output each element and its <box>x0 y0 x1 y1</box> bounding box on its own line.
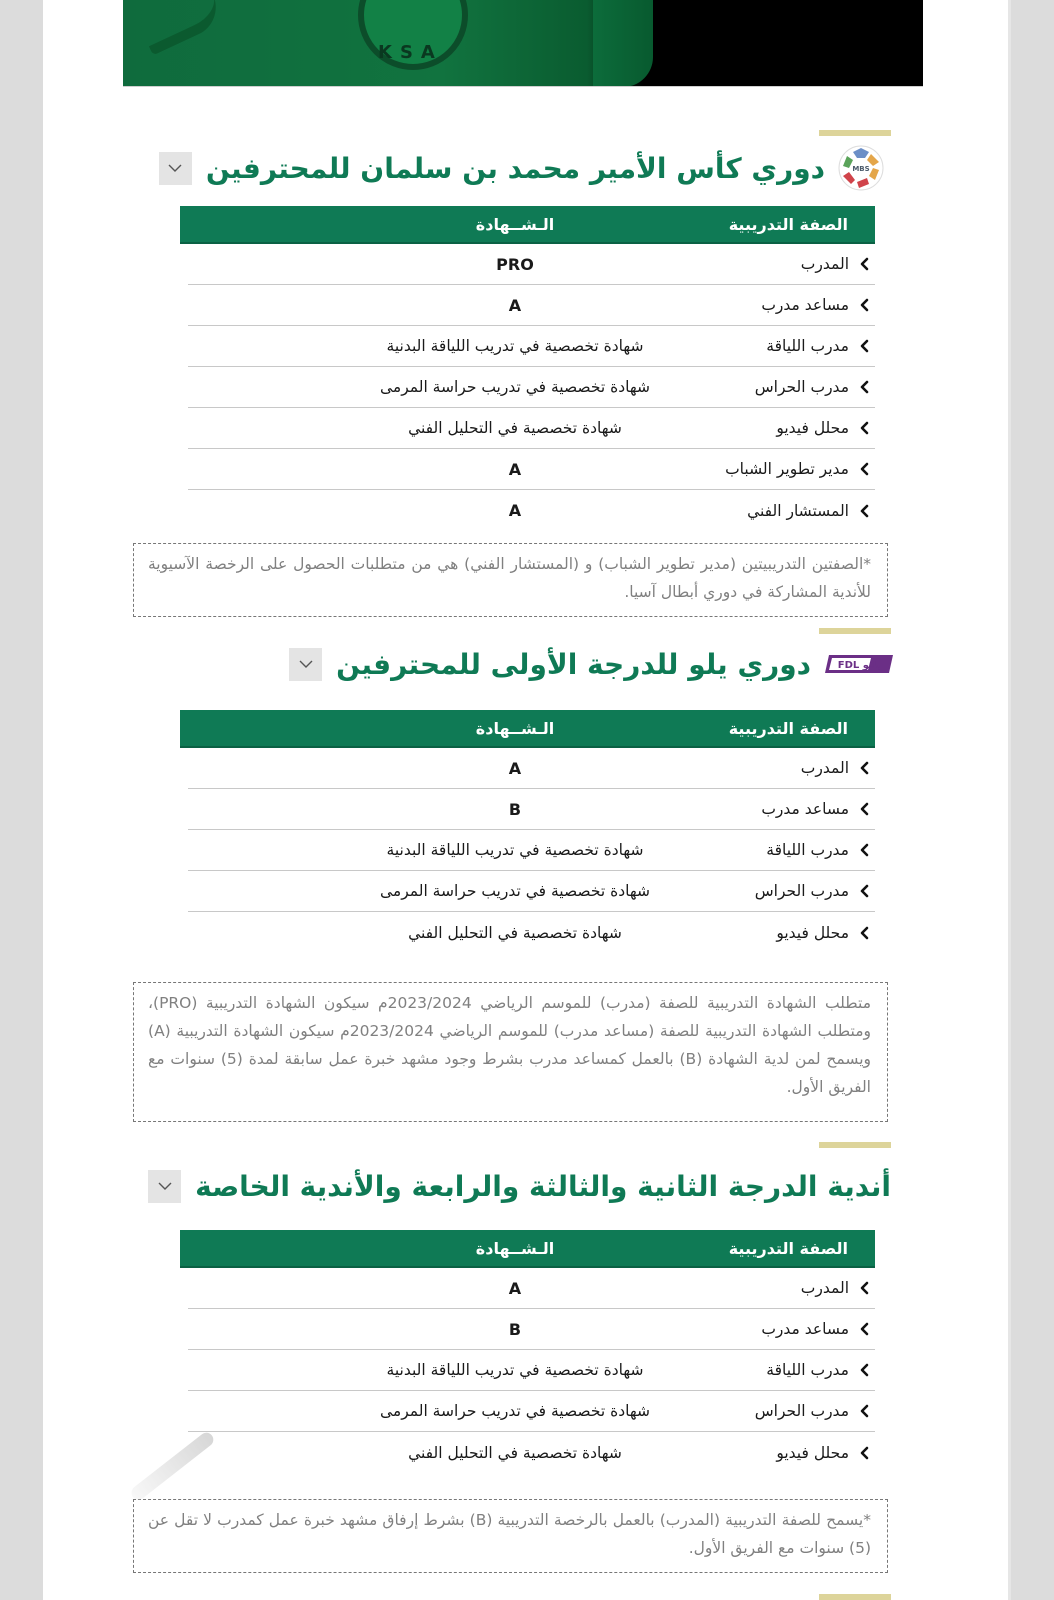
header-role: الصفة التدريبية <box>728 1238 848 1258</box>
role-cell: مدرب اللياقة <box>766 337 849 355</box>
certificate-cell: شهادة تخصصية في التحليل الفني <box>408 419 622 437</box>
table-body <box>180 244 875 531</box>
table-row[interactable] <box>188 871 875 912</box>
yelo-fdl-logo-icon <box>823 652 895 676</box>
chevron-left-icon[interactable] <box>849 843 875 857</box>
certificate-cell: A <box>508 295 522 315</box>
chevron-left-icon[interactable] <box>849 884 875 898</box>
section-note: متطلب الشهادة التدريبية للصفة (مدرب) للموسم الرياضي 2023/2024م سيكون الشهادة التدريبية (PRO)، ومتطلب الشهادة التدريبية للصفة (مساعد مدرب) للموسم الرياضي 2023/2024م سيكون الشهادة التدريبية (A) ويسمح لمن لدية الشهادة (B) بالعمل كمساعد مدرب بشرط وجود مشهد خبرة عمل سابقة لمدة (5) سنوات مع الفريق الأول. <box>133 982 888 1122</box>
role-cell: مساعد مدرب <box>761 296 849 314</box>
certificate-cell: شهادة تخصصية في التحليل الفني <box>408 923 622 942</box>
table-row[interactable] <box>188 1309 875 1350</box>
table-row[interactable] <box>188 449 875 490</box>
chevron-left-icon[interactable] <box>849 339 875 353</box>
table-row[interactable] <box>188 285 875 326</box>
table-row[interactable] <box>188 326 875 367</box>
chevron-left-icon[interactable] <box>849 802 875 816</box>
chevron-left-icon[interactable] <box>849 926 875 940</box>
chevron-left-icon[interactable] <box>849 761 875 775</box>
table-row[interactable] <box>188 912 875 953</box>
header-certificate: الـشــهادة <box>475 214 555 234</box>
chevron-left-icon[interactable] <box>849 1281 875 1295</box>
yelo-logo-text: يلـو FDL <box>837 660 881 671</box>
expand-toggle-button[interactable] <box>289 648 322 681</box>
certificate-table <box>180 1230 875 1473</box>
certificate-cell: شهادة تخصصية في تدريب اللياقة البدنية <box>386 337 644 355</box>
table-row[interactable] <box>188 789 875 830</box>
certificate-cell: شهادة تخصصية في تدريب حراسة المرمى <box>379 378 650 396</box>
role-cell: مدير تطوير الشباب <box>725 460 849 478</box>
role-cell: المدرب <box>800 759 849 777</box>
role-cell: المدرب <box>800 255 849 273</box>
chevron-left-icon[interactable] <box>849 1404 875 1418</box>
section-note: *الصفتين التدريبيتين (مدير تطوير الشباب) و (المستشار الفني) هي من متطلبات الحصول على الرخصة الآسيوية للأندية المشاركة في دوري أبطال آسيا. <box>133 543 888 617</box>
mbs-logo-text: MBS <box>852 165 870 173</box>
chevron-left-icon[interactable] <box>849 504 875 518</box>
mbs-league-logo-icon <box>837 144 885 192</box>
certificate-cell: A <box>508 758 522 778</box>
chevron-down-icon <box>299 660 313 668</box>
certificate-table <box>180 206 875 531</box>
table-row[interactable] <box>188 1268 875 1309</box>
table-row[interactable] <box>188 367 875 408</box>
table-header <box>180 206 875 244</box>
certificate-cell: شهادة تخصصية في تدريب حراسة المرمى <box>379 882 650 900</box>
table-row[interactable] <box>188 830 875 871</box>
page-container <box>43 0 1011 1600</box>
table-row[interactable] <box>188 1432 875 1473</box>
certificate-cell: A <box>508 459 522 479</box>
gold-accent-bar <box>819 628 891 634</box>
chevron-left-icon[interactable] <box>849 462 875 476</box>
section-title: أندية الدرجة الثانية والثالثة والرابعة والأندية الخاصة <box>195 1169 891 1203</box>
role-cell: مدرب الحراس <box>754 378 849 396</box>
chevron-left-icon[interactable] <box>849 1363 875 1377</box>
chevron-left-icon[interactable] <box>849 380 875 394</box>
gold-accent-bar <box>819 130 891 136</box>
table-row[interactable] <box>188 408 875 449</box>
chevron-left-icon[interactable] <box>849 421 875 435</box>
role-cell: مدرب الحراس <box>754 1402 849 1420</box>
certificate-cell: A <box>508 501 522 520</box>
role-cell: محلل فيديو <box>776 923 849 942</box>
chevron-left-icon[interactable] <box>849 1446 875 1460</box>
table-row[interactable] <box>188 1391 875 1432</box>
role-cell: محلل فيديو <box>776 1443 849 1462</box>
expand-toggle-button[interactable] <box>159 152 192 185</box>
chevron-left-icon[interactable] <box>849 257 875 271</box>
chevron-left-icon[interactable] <box>849 1322 875 1336</box>
certificate-cell: شهادة تخصصية في التحليل الفني <box>408 1443 622 1462</box>
certificate-table <box>180 710 875 953</box>
header-certificate: الـشــهادة <box>475 718 555 738</box>
certificate-cell: شهادة تخصصية في تدريب اللياقة البدنية <box>386 841 644 859</box>
role-cell: مدرب اللياقة <box>766 1361 849 1379</box>
section-heading <box>289 641 895 687</box>
role-cell: مساعد مدرب <box>761 1320 849 1338</box>
section-heading <box>148 1163 891 1209</box>
certificate-cell: شهادة تخصصية في تدريب اللياقة البدنية <box>386 1361 644 1379</box>
chevron-down-icon <box>168 164 182 172</box>
table-row[interactable] <box>188 244 875 285</box>
section-title: دوري كأس الأمير محمد بن سلمان للمحترفين <box>205 151 825 185</box>
jersey-text: KSA <box>378 42 443 63</box>
nike-swoosh-icon <box>140 0 225 55</box>
role-cell: المدرب <box>800 1279 849 1297</box>
table-row[interactable] <box>188 490 875 531</box>
role-cell: مدرب اللياقة <box>766 841 849 859</box>
section-heading <box>159 145 885 191</box>
table-row[interactable] <box>188 1350 875 1391</box>
expand-toggle-button[interactable] <box>148 1170 181 1203</box>
role-cell: مساعد مدرب <box>761 800 849 818</box>
table-body <box>180 748 875 953</box>
role-cell: مدرب الحراس <box>754 882 849 900</box>
role-cell: المستشار الفني <box>747 501 849 520</box>
table-row[interactable] <box>188 748 875 789</box>
chevron-left-icon[interactable] <box>849 298 875 312</box>
role-cell: محلل فيديو <box>776 419 849 437</box>
header-role: الصفة التدريبية <box>728 214 848 234</box>
jersey-sleeve <box>593 0 653 87</box>
gold-accent-bar <box>819 1142 891 1148</box>
certificate-cell: B <box>508 1319 522 1339</box>
certificate-cell: شهادة تخصصية في تدريب حراسة المرمى <box>379 1402 650 1420</box>
certificate-cell: PRO <box>496 254 534 274</box>
chevron-down-icon <box>158 1182 172 1190</box>
table-header <box>180 1230 875 1268</box>
table-body <box>180 1268 875 1473</box>
table-header <box>180 710 875 748</box>
gold-accent-bar <box>819 1594 891 1600</box>
section-note: *يسمح للصفة التدريبية (المدرب) بالعمل بالرخصة التدريبية (B) بشرط إرفاق مشهد خبرة عمل كمدرب لا تقل عن (5) سنوات مع الفريق الأول. <box>133 1499 888 1573</box>
header-certificate: الـشــهادة <box>475 1238 555 1258</box>
certificate-cell: A <box>508 1278 522 1298</box>
hero-banner-image <box>123 0 923 87</box>
section-title: دوري يلو للدرجة الأولى للمحترفين <box>336 647 811 681</box>
header-role: الصفة التدريبية <box>728 718 848 738</box>
certificate-cell: B <box>508 799 522 819</box>
